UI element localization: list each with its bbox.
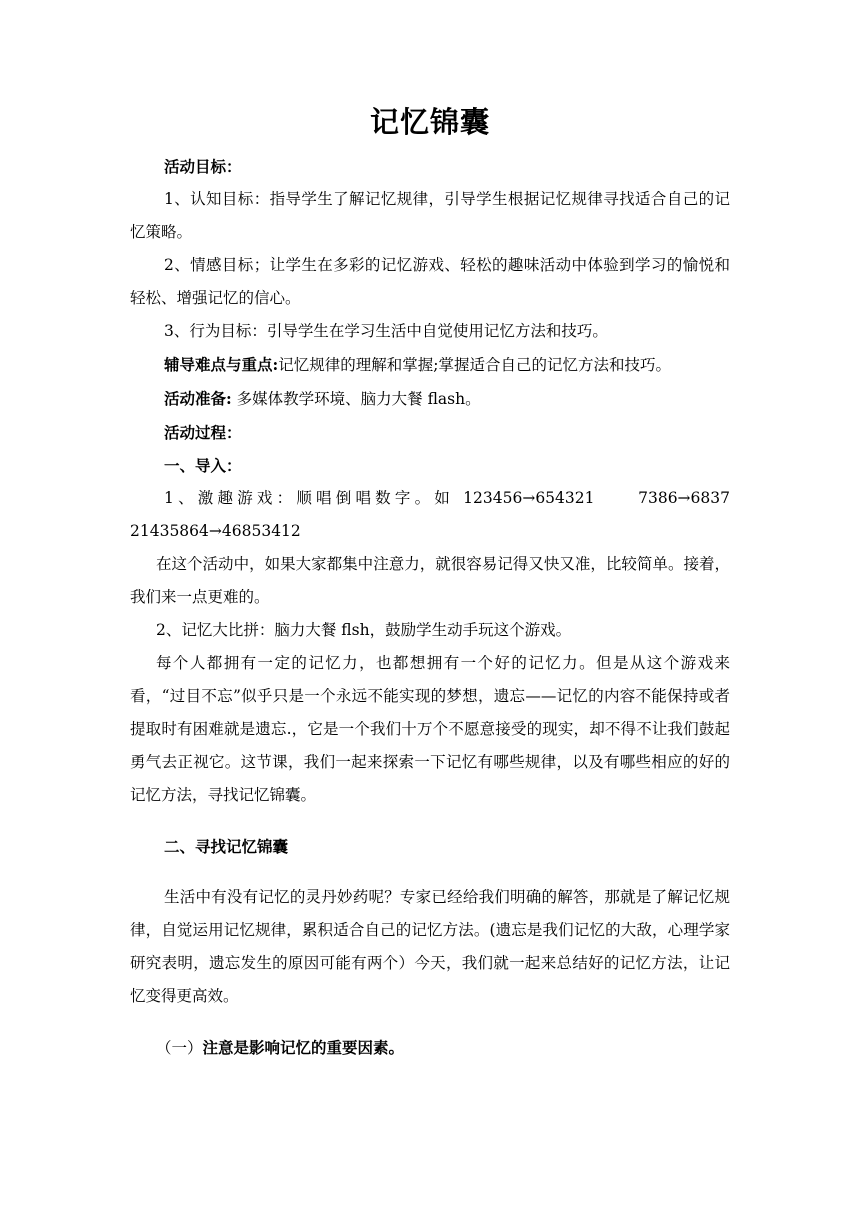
document-page <box>130 100 746 1065</box>
difficulty-label: 辅导难点与重点: <box>164 355 279 374</box>
prep-label: 活动准备: <box>164 389 232 408</box>
section1-heading: 一、导入： <box>164 456 242 475</box>
sub1-prefix: （一） <box>156 1039 203 1057</box>
process-heading: 活动过程： <box>164 423 242 442</box>
sub1-text: 注意是影响记忆的重要因素。 <box>202 1038 405 1057</box>
section2-heading: 二、寻找记忆锦囊 <box>164 837 289 856</box>
prep-line <box>130 382 730 416</box>
sub1-line <box>130 1031 730 1065</box>
goal-cognitive: 1、认知目标：指导学生了解记忆规律，引导学生根据记忆规律寻找适合自己的记忆策略。 <box>130 190 730 241</box>
document-title: 记忆锦囊 <box>369 105 490 139</box>
difficulty-line <box>130 348 730 382</box>
section2-paragraph: 生活中有没有记忆的灵丹妙药呢？专家已经给我们明确的解答，那就是了解记忆规律，自觉运用记忆规律，累积适合自己的记忆方法。(遗忘是我们记忆的大敌，心理学家研究表明，遗忘发生的原因可能有两个）今天，我们就一起来总结好的记忆方法，让记忆变得更高效。 <box>130 888 730 1005</box>
para2: 每个人都拥有一定的记忆力，也都想拥有一个好的记忆力。但是从这个游戏来看，“过目不忘”似乎只是一个永远不能实现的梦想，遗忘——记忆的内容不能保持或者提取时有困难就是遗忘.，它是一个我们十万个不愿意接受的现实，却不得不让我们鼓起勇气去正视它。这节课，我们一起来探索一下记忆有哪些规律，以及有哪些相应的好的记忆方法，寻找记忆锦囊。 <box>130 654 730 804</box>
goal-behavior: 3、行为目标：引导学生在学习生活中自觉使用记忆方法和技巧。 <box>164 322 608 340</box>
difficulty-text: 记忆规律的理解和掌握;掌握适合自己的记忆方法和技巧。 <box>278 356 671 374</box>
para1: 在这个活动中，如果大家都集中注意力，就很容易记得又快又准，比较简单。接着，我们来一点更难的。 <box>130 555 730 606</box>
game2-paragraph: 2、记忆大比拼：脑力大餐 flsh，鼓励学生动手玩这个游戏。 <box>156 621 572 639</box>
goal-emotional: 2、情感目标；让学生在多彩的记忆游戏、轻松的趣味活动中体验到学习的愉悦和轻松、增强记忆的信心。 <box>130 256 730 307</box>
game1-paragraph: 1、激趣游戏：顺唱倒唱数字。如 123456→654321 7386→6837 21435864→46853412 <box>130 489 746 540</box>
goals-heading: 活动目标： <box>164 157 242 176</box>
prep-text: 多媒体教学环境、脑力大餐 flash。 <box>231 390 481 408</box>
